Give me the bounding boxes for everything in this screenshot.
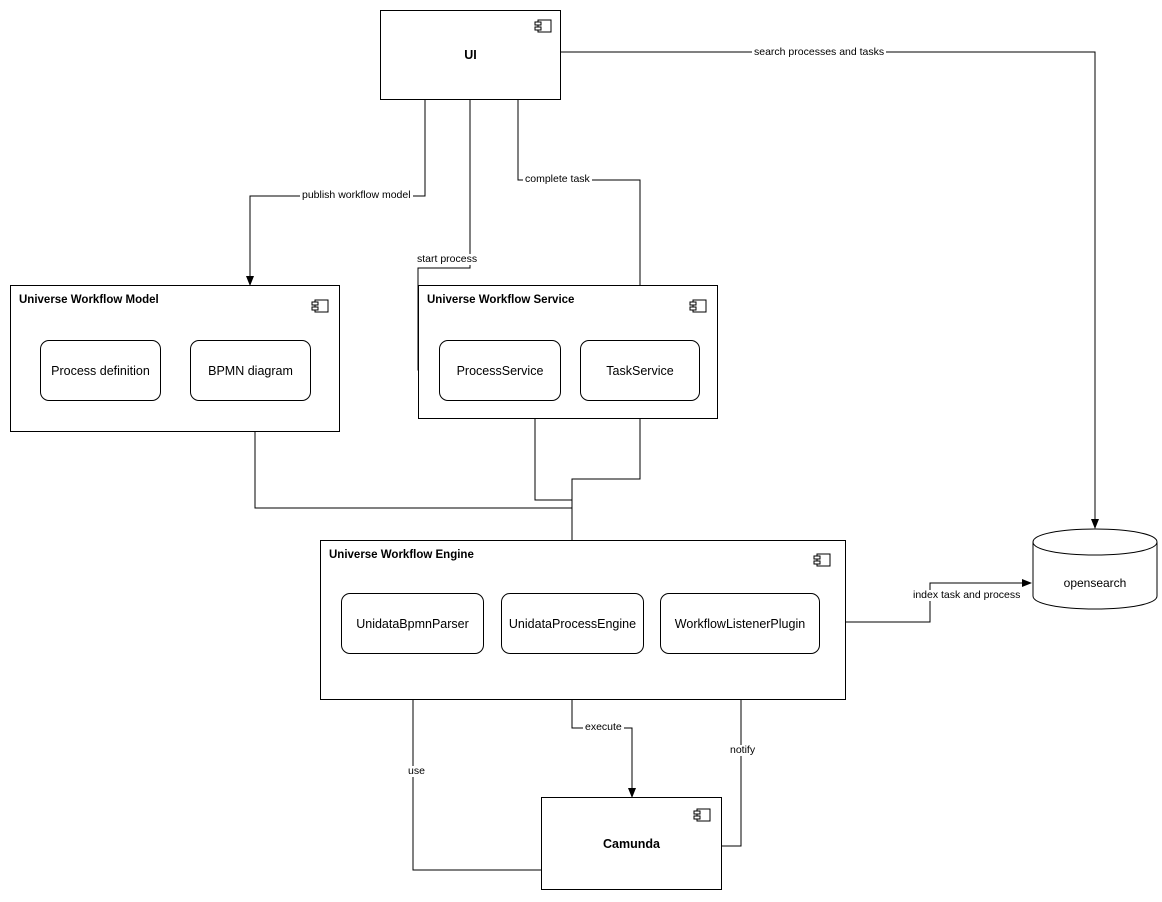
node-ui-label: UI <box>464 48 477 62</box>
node-process-definition-label: Process definition <box>51 363 150 378</box>
node-camunda-label: Camunda <box>603 836 660 851</box>
edge-label-publish-workflow-model: publish workflow model <box>302 189 411 201</box>
component-icon <box>534 19 552 33</box>
component-icon <box>311 299 329 313</box>
edge-label-execute: execute <box>585 721 622 733</box>
component-icon <box>689 299 707 313</box>
node-unidata-process-engine[interactable] <box>501 593 644 654</box>
node-bpmn-diagram[interactable] <box>190 340 311 401</box>
node-opensearch[interactable] <box>1032 528 1158 610</box>
node-workflow-listener-plugin[interactable] <box>660 593 820 654</box>
node-process-definition[interactable] <box>40 340 161 401</box>
node-process-service-label: ProcessService <box>456 363 544 378</box>
edge-label-notify: notify <box>730 744 756 756</box>
node-camunda[interactable] <box>541 797 722 890</box>
node-workflow-listener-plugin-label: WorkflowListenerPlugin <box>674 616 806 631</box>
edge-label-search-processes-and-tasks: search processes and tasks <box>754 46 885 58</box>
edge-label-start-process: start process <box>417 253 478 265</box>
node-universe-workflow-engine-label: Universe Workflow Engine <box>329 549 474 561</box>
node-unidata-bpmn-parser[interactable] <box>341 593 484 654</box>
node-bpmn-diagram-label: BPMN diagram <box>208 363 293 378</box>
node-ui[interactable] <box>380 10 561 100</box>
node-task-service[interactable] <box>580 340 700 401</box>
node-process-service[interactable] <box>439 340 561 401</box>
component-icon <box>813 553 831 567</box>
node-opensearch-label: opensearch <box>1063 576 1127 590</box>
node-unidata-process-engine-label: UnidataProcessEngine <box>508 616 637 631</box>
node-universe-workflow-service-label: Universe Workflow Service <box>427 294 575 306</box>
node-universe-workflow-model-label: Universe Workflow Model <box>19 294 159 306</box>
node-unidata-bpmn-parser-label: UnidataBpmnParser <box>356 616 469 631</box>
component-icon <box>693 808 711 822</box>
edge-label-complete-task: complete task <box>525 173 590 185</box>
node-task-service-label: TaskService <box>606 363 674 378</box>
database-cylinder-icon <box>1032 528 1158 610</box>
edge-label-index-task-and-process: index task and process <box>913 589 1021 601</box>
edge-label-use: use <box>408 765 425 777</box>
